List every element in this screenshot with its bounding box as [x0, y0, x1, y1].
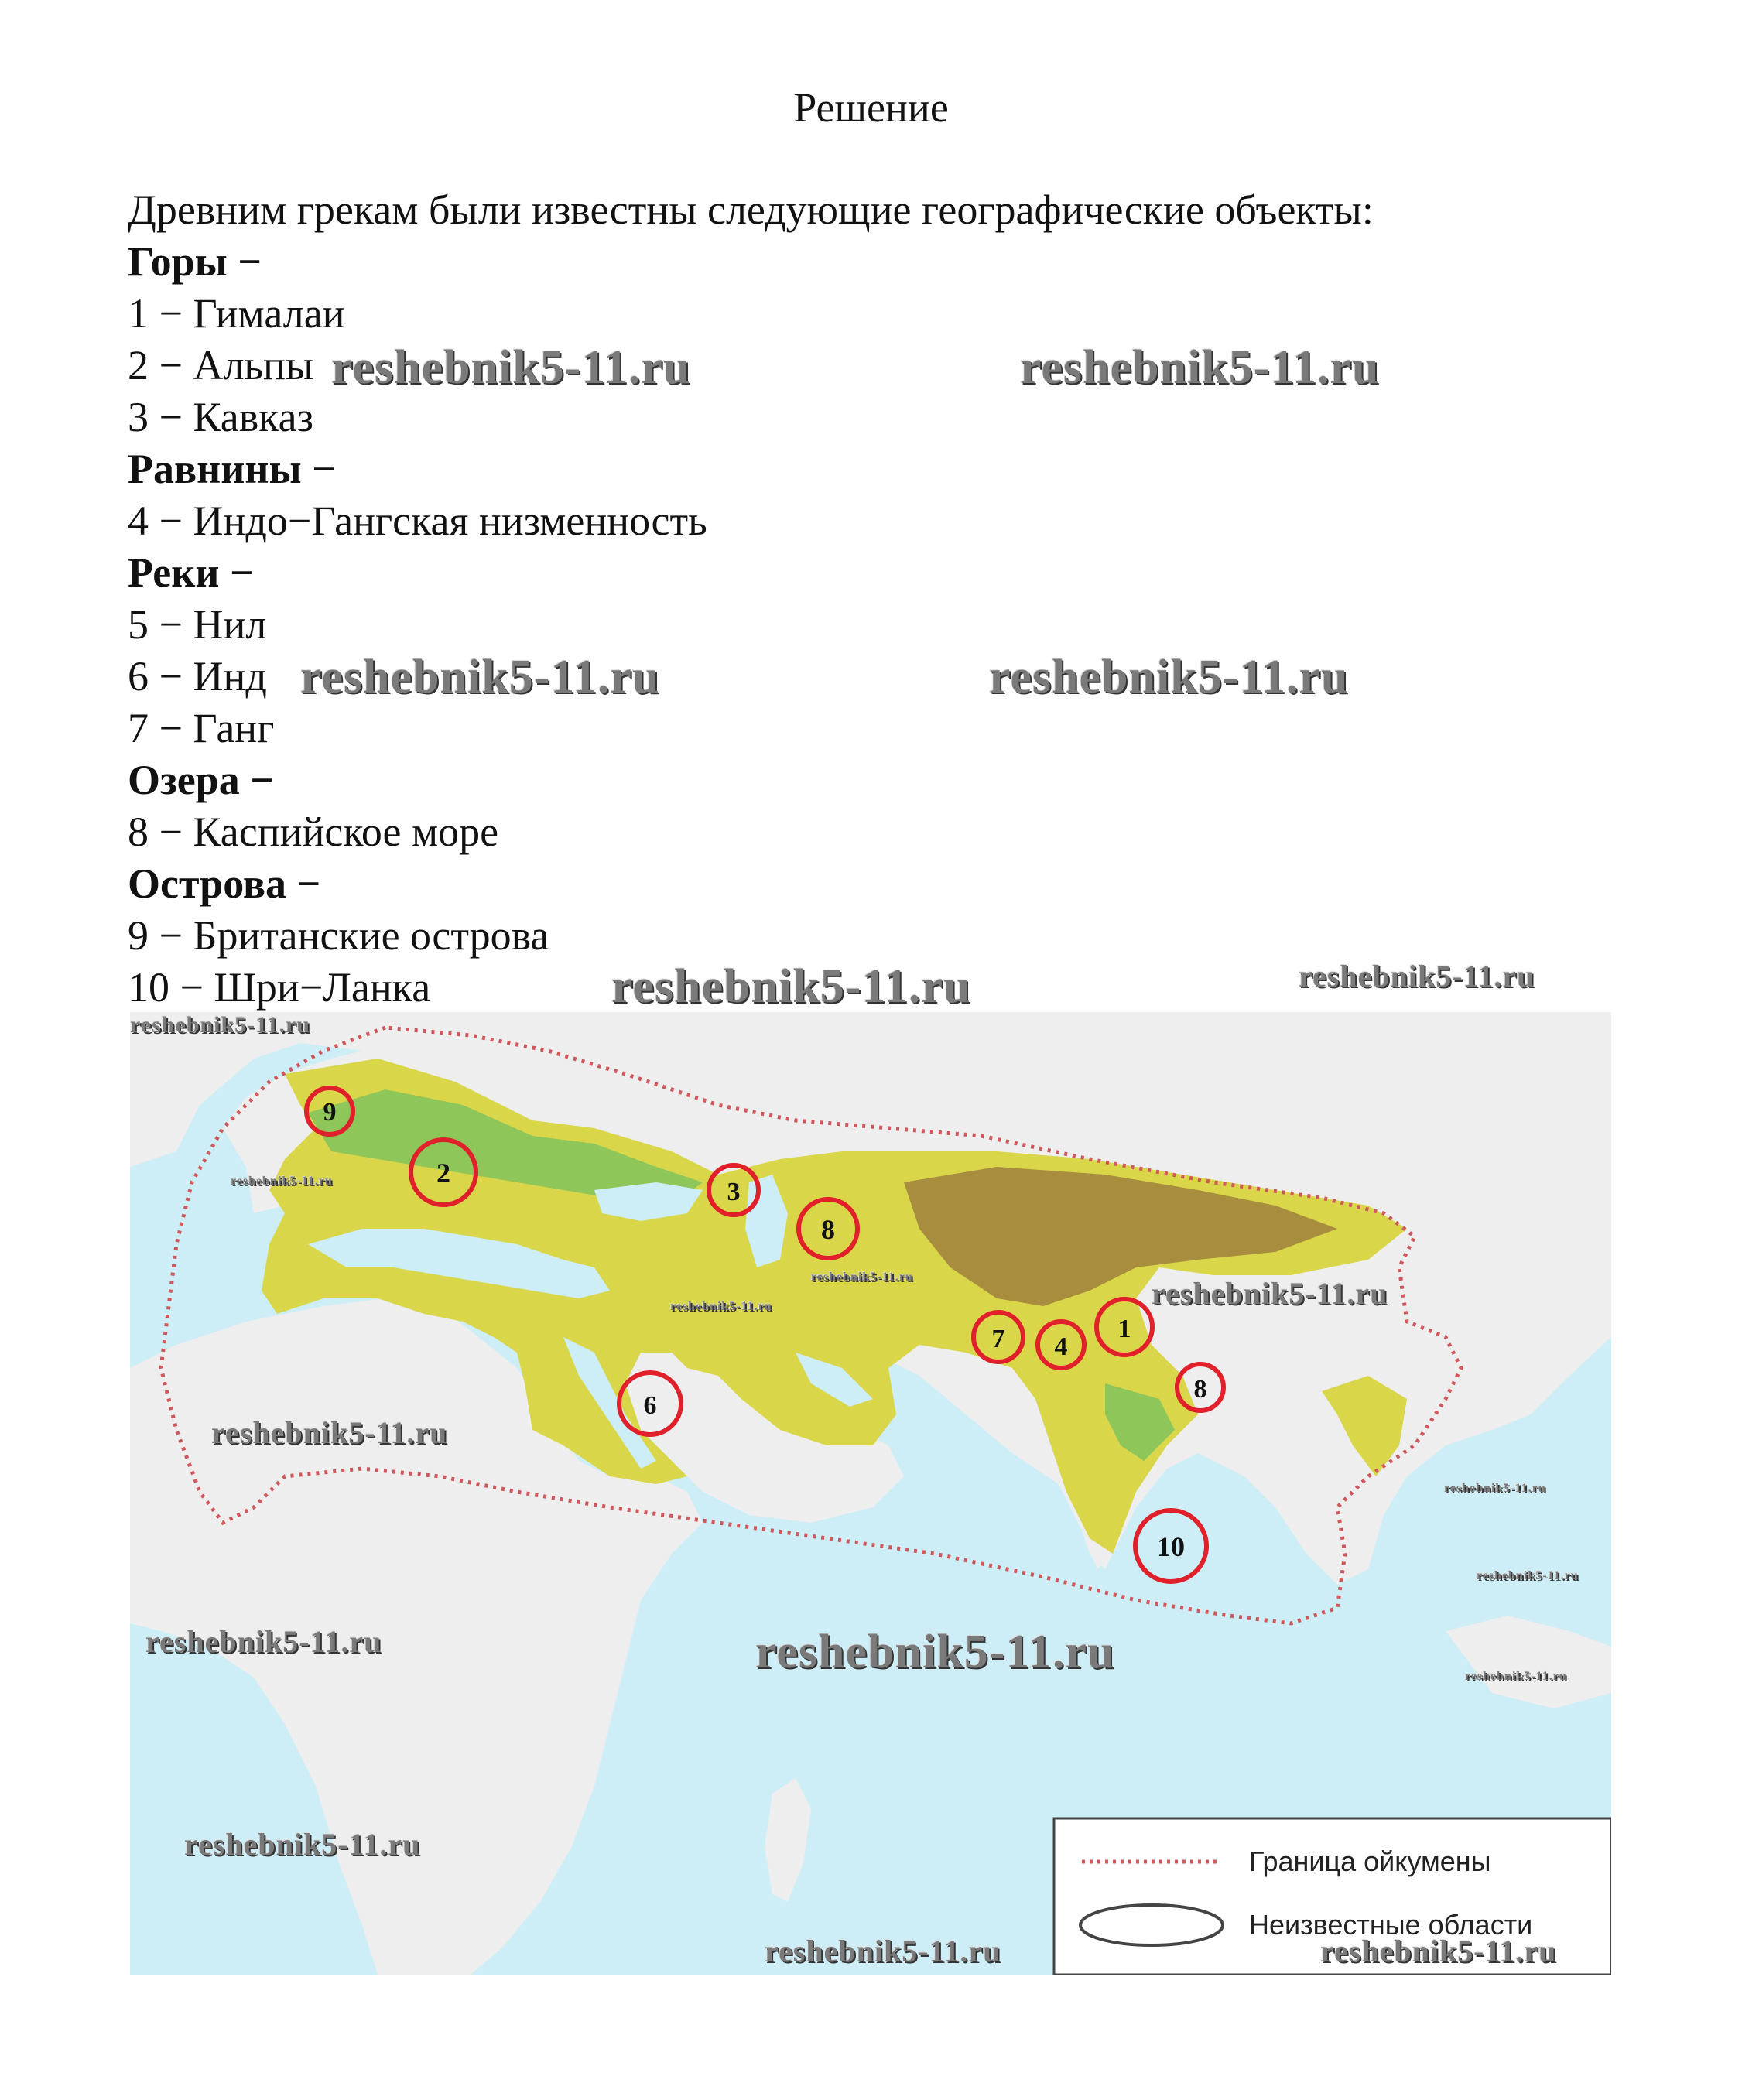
svg-text:8: 8 — [1193, 1375, 1207, 1404]
watermark: reshebnik5-11.ru — [765, 1934, 1001, 1968]
heading-lakes: Озера − — [128, 757, 274, 803]
heading-rivers: Реки − — [128, 549, 254, 596]
legend-unknown-swatch — [1080, 1905, 1223, 1945]
svg-text:1: 1 — [1117, 1315, 1131, 1343]
watermark: reshebnik5-11.ru — [231, 1175, 333, 1188]
svg-text:9: 9 — [323, 1098, 337, 1127]
watermark: reshebnik5-11.ru — [1477, 1569, 1579, 1582]
svg-text:10: 10 — [1157, 1531, 1185, 1562]
watermark: reshebnik5-11.ru — [670, 1300, 772, 1313]
watermark: reshebnik5-11.ru — [1020, 341, 1380, 394]
heading-plains: Равнины − — [128, 446, 336, 492]
watermark: reshebnik5-11.ru — [989, 651, 1349, 703]
svg-text:8: 8 — [821, 1214, 835, 1245]
item-british-isles: 9 − Британские острова — [128, 912, 549, 959]
item-himalayas: 1 − Гималаи — [128, 290, 345, 337]
item-caucasus: 3 − Кавказ — [128, 394, 313, 440]
item-indo-gangetic: 4 − Индо−Гангская низменность — [128, 498, 707, 544]
item-indus: 6 − Инд — [128, 653, 267, 699]
watermark: reshebnik5-11.ru — [145, 1624, 382, 1659]
watermark: reshebnik5-11.ru — [1320, 1934, 1557, 1968]
legend-unknown-label: Неизвестные области — [1249, 1909, 1533, 1941]
page-title: Решение — [793, 84, 949, 131]
watermark: reshebnik5-11.ru — [130, 1012, 310, 1038]
legend-border-label: Граница ойкумены — [1249, 1845, 1491, 1877]
watermark: reshebnik5-11.ru — [755, 1626, 1115, 1678]
watermark: reshebnik5-11.ru — [1444, 1482, 1546, 1495]
watermark: reshebnik5-11.ru — [300, 651, 660, 703]
item-nile: 5 − Нил — [128, 601, 267, 648]
item-alps: 2 − Альпы — [128, 342, 314, 388]
heading-islands: Острова − — [128, 860, 321, 907]
watermark: reshebnik5-11.ru — [811, 1271, 913, 1284]
svg-text:2: 2 — [436, 1158, 450, 1189]
watermark: reshebnik5-11.ru — [211, 1415, 448, 1450]
svg-text:4: 4 — [1054, 1332, 1068, 1361]
watermark: reshebnik5-11.ru — [1299, 959, 1535, 994]
watermark: reshebnik5-11.ru — [331, 341, 691, 394]
watermark: reshebnik5-11.ru — [1152, 1276, 1388, 1311]
svg-text:3: 3 — [727, 1178, 741, 1206]
watermark: reshebnik5-11.ru — [184, 1827, 421, 1862]
item-ganges: 7 − Ганг — [128, 705, 275, 751]
item-sri-lanka: 10 − Шри−Ланка — [128, 964, 431, 1011]
svg-text:6: 6 — [643, 1391, 657, 1420]
svg-text:7: 7 — [991, 1325, 1005, 1353]
watermark: reshebnik5-11.ru — [1465, 1670, 1567, 1683]
heading-mountains: Горы − — [128, 238, 262, 285]
item-caspian: 8 − Каспийское море — [128, 809, 499, 855]
intro-text: Древним грекам были известны следующие географические объекты: — [128, 186, 1374, 233]
watermark: reshebnik5-11.ru — [611, 960, 971, 1013]
